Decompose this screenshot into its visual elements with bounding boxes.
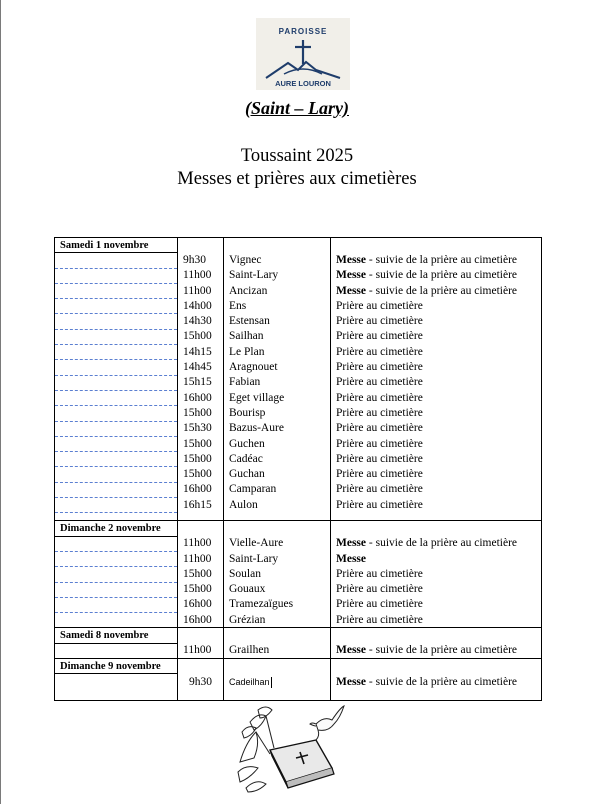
place-name: Saint-Lary [229,269,279,282]
place-name: Bazus-Aure [229,422,284,435]
observance-cell [331,613,542,628]
page-edge [0,0,1,804]
observance-cell [331,314,542,329]
place-name: Ancizan [229,284,268,297]
empty-cell [331,521,542,536]
observance-cell [331,268,542,283]
place-cell [224,597,331,612]
place-cell [224,360,331,375]
row-margin-cell [55,421,178,436]
place-name: Vignec [229,253,262,266]
parish-logo [256,18,350,90]
observance-cell [331,536,542,551]
place-name: Fabian [229,376,261,389]
place-name: Aragnouet [229,361,278,374]
schedule-row [55,283,542,298]
place-name: Estensan [229,315,270,328]
time-cell: 9h30 [178,253,224,268]
row-margin-cell [55,536,178,551]
observance-cell [331,597,542,612]
observance-detail: - suivie de la prière au cimetière [366,269,518,282]
empty-cell [224,659,331,674]
observance-detail: - suivie de la prière au cimetière [366,675,518,688]
place-cell [224,536,331,551]
observance-cell [331,643,542,658]
time-cell: 9h30 [178,674,224,701]
observance-detail: Prière au cimetière [336,583,423,596]
schedule-row [55,375,542,390]
day-label: Dimanche 9 novembre [55,659,178,674]
time-cell: 16h00 [178,482,224,497]
place-cell [224,421,331,436]
bible-dove-lilies-illustration [236,702,346,794]
title-line-2: Messes et prières aux cimetières [177,169,417,189]
place-cell [224,406,331,421]
place-name: Guchan [229,468,265,481]
time-cell: 15h00 [178,406,224,421]
logo-bottom-text: AURE LOURON [275,79,331,88]
observance-cell [331,406,542,421]
place-cell [224,452,331,467]
schedule-row [55,482,542,497]
observance-cell [331,482,542,497]
observance-cell [331,253,542,268]
observance-cell [331,375,542,390]
schedule-row [55,436,542,451]
place-name: Gouaux [229,583,266,596]
time-cell: 11h00 [178,551,224,566]
place-cell [224,283,331,298]
place-name: Bourisp [229,406,266,419]
time-cell: 15h00 [178,436,224,451]
schedule-row [55,421,542,436]
time-cell: 15h00 [178,467,224,482]
observance-detail: Prière au cimetière [336,345,423,358]
parish-place: (Saint – Lary) [244,98,349,118]
schedule-row [55,467,542,482]
time-cell: 11h00 [178,643,224,658]
place-cell [224,567,331,582]
row-margin-cell [55,582,178,597]
observance-cell [331,299,542,314]
row-margin-cell [55,375,178,390]
time-cell: 15h00 [178,582,224,597]
observance-cell [331,390,542,405]
observance-cell [331,452,542,467]
place-name: Vielle-Aure [229,537,284,550]
time-cell: 16h00 [178,390,224,405]
place-name: Cadéac [229,452,263,465]
observance-cell [331,283,542,298]
schedule-row [55,536,542,551]
empty-cell [178,238,224,253]
observance-cell [331,467,542,482]
place-cell [224,314,331,329]
logo-top-text: PAROISSE [278,27,328,36]
text-cursor [271,677,272,688]
observance-kind: Messe [336,253,367,266]
time-cell: 15h00 [178,567,224,582]
observance-cell [331,551,542,566]
place-cell [224,613,331,628]
row-margin-cell [55,314,178,329]
observance-detail: - suivie de la prière au cimetière [366,537,518,550]
day-label: Dimanche 2 novembre [55,521,178,536]
time-cell: 16h00 [178,597,224,612]
empty-cell [224,521,331,536]
place-name: Camparan [229,483,277,496]
observance-cell [331,436,542,451]
observance-detail: Prière au cimetière [336,598,423,611]
place-cell [224,345,331,360]
place-cell [224,436,331,451]
empty-cell [224,628,331,643]
observance-detail: Prière au cimetière [336,437,423,450]
row-margin-cell [55,674,178,701]
time-cell: 11h00 [178,536,224,551]
observance-detail: Prière au cimetière [336,422,423,435]
observance-detail: - suivie de la prière au cimetière [366,253,518,266]
time-cell: 14h00 [178,299,224,314]
observance-detail: Prière au cimetière [336,452,423,465]
observance-detail: - suivie de la prière au cimetière [366,284,518,297]
schedule-row [55,452,542,467]
time-cell: 16h00 [178,613,224,628]
time-cell: 14h30 [178,314,224,329]
schedule-row [55,674,542,701]
schedule-row [55,360,542,375]
row-margin-cell [55,498,178,513]
observance-kind: Messe [336,675,367,688]
schedule-row [55,567,542,582]
place-name: Guchen [229,437,265,450]
place-name: Cadeilhan [229,676,270,687]
observance-cell [331,421,542,436]
place-name: Ens [229,299,247,312]
place-name: Tramezaïgues [229,598,294,611]
schedule-row [55,329,542,344]
observance-detail: Prière au cimetière [336,483,423,496]
row-margin-cell [55,253,178,268]
dove [310,706,344,740]
time-cell: 14h15 [178,345,224,360]
observance-cell [331,674,542,701]
row-margin-cell [55,390,178,405]
row-margin-cell [55,467,178,482]
row-margin-cell [55,482,178,497]
observance-detail: Prière au cimetière [336,567,423,580]
section-header-row [55,628,542,643]
row-margin-cell [55,268,178,283]
observance-kind: Messe [336,644,367,657]
empty-cell [178,628,224,643]
place-cell [224,582,331,597]
place-cell [224,329,331,344]
observance-detail: Prière au cimetière [336,468,423,481]
schedule-row [55,582,542,597]
empty-cell [55,513,178,521]
row-margin-cell [55,345,178,360]
time-cell: 14h45 [178,360,224,375]
place-name: Soulan [229,567,261,580]
empty-cell [178,513,224,521]
time-cell: 15h00 [178,452,224,467]
time-cell: 15h30 [178,421,224,436]
schedule-row [55,268,542,283]
place-name: Eget village [229,391,285,404]
empty-cell [331,628,542,643]
observance-detail: Prière au cimetière [336,315,423,328]
observance-detail: Prière au cimetière [336,391,423,404]
place-name: Le Plan [229,345,265,358]
bible-book [270,740,334,788]
observance-cell [331,582,542,597]
row-margin-cell [55,283,178,298]
row-margin-cell [55,597,178,612]
row-margin-cell [55,567,178,582]
place-name: Sailhan [229,330,264,343]
observance-detail: - suivie de la prière au cimetière [366,644,518,657]
schedule-row [55,345,542,360]
observance-kind: Messe [336,284,367,297]
observance-detail: Prière au cimetière [336,406,423,419]
schedule-row [55,597,542,612]
place-cell [224,551,331,566]
place-cell [224,674,331,701]
day-label: Samedi 1 novembre [55,238,178,253]
schedule-row [55,253,542,268]
empty-cell [178,521,224,536]
schedule-row [55,551,542,566]
observance-detail: Prière au cimetière [336,330,423,343]
schedule-table [54,237,542,701]
row-margin-cell [55,551,178,566]
place-cell [224,390,331,405]
document-title [0,145,594,191]
row-margin-cell [55,452,178,467]
place-cell [224,375,331,390]
schedule-row [55,406,542,421]
row-margin-cell [55,299,178,314]
observance-detail: Prière au cimetière [336,613,423,626]
row-margin-cell [55,643,178,658]
place-cell [224,498,331,513]
empty-cell [331,238,542,253]
time-cell: 16h15 [178,498,224,513]
place-name: Grézian [229,613,266,626]
time-cell: 15h00 [178,329,224,344]
place-cell [224,643,331,658]
row-margin-cell [55,406,178,421]
section-header-row [55,659,542,674]
place-cell [224,268,331,283]
schedule-row [55,643,542,658]
day-label: Samedi 8 novembre [55,628,178,643]
section-header-row [55,238,542,253]
empty-cell [224,513,331,521]
place-cell [224,299,331,314]
schedule-row [55,314,542,329]
schedule-row [55,390,542,405]
observance-kind: Messe [336,552,367,565]
schedule-row [55,299,542,314]
schedule-row [55,613,542,628]
row-margin-cell [55,613,178,628]
schedule-row [55,498,542,513]
observance-cell [331,498,542,513]
empty-cell [331,513,542,521]
empty-cell [224,238,331,253]
time-cell: 11h00 [178,268,224,283]
title-line-1: Toussaint 2025 [240,146,354,166]
observance-detail: Prière au cimetière [336,498,423,511]
row-margin-cell [55,436,178,451]
observance-kind: Messe [336,269,367,282]
spacer-row [55,513,542,521]
section-header-row [55,521,542,536]
time-cell: 11h00 [178,283,224,298]
empty-cell [178,659,224,674]
observance-cell [331,345,542,360]
place-cell [224,253,331,268]
time-cell: 15h15 [178,375,224,390]
observance-cell [331,567,542,582]
row-margin-cell [55,329,178,344]
empty-cell [331,659,542,674]
observance-detail: Prière au cimetière [336,299,423,312]
observance-detail: Prière au cimetière [336,361,423,374]
place-name: Grailhen [229,644,270,657]
place-name: Aulon [229,498,258,511]
observance-cell [331,360,542,375]
observance-detail: Prière au cimetière [336,376,423,389]
place-name: Saint-Lary [229,552,279,565]
place-cell [224,467,331,482]
observance-cell [331,329,542,344]
row-margin-cell [55,360,178,375]
place-cell [224,482,331,497]
observance-kind: Messe [336,537,367,550]
